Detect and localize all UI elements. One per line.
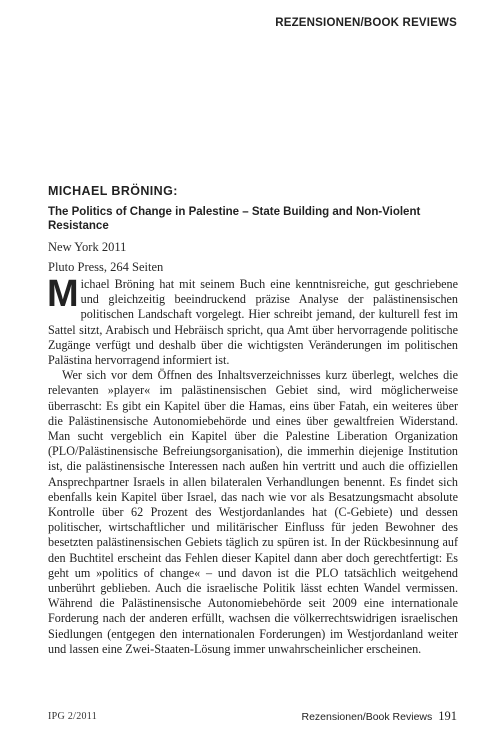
page-number: 191 <box>438 709 457 723</box>
drop-cap: M <box>47 273 79 315</box>
review-heading <box>48 183 458 277</box>
publisher-pages: Pluto Press, 264 Seiten <box>48 260 164 274</box>
paragraph-2: Wer sich vor dem Öffnen des Inhaltsverzeichnisses kurz überlegt, welches die relevanten »player« im palästinensischen Gebiet sind, wird möglicherweise überrascht: Es gibt ein Kapitel über die Hamas, eins über Fatah, ein weiteres über die Palästinensische Autonomiebehörde und eines über gewaltfreien Widerstand. Man sucht vergeblich ein Kapitel über die Palestine Liberation Organization (PLO/Palästinensische Befreiungsorganisation), die immerhin diejenige Institution ist, die palästinensische Interessen nach außen hin vertritt und auch die offiziellen Ansprechpartner Israels in allen bilateralen Verhandlungen benennt. Es findet sich ebenfalls kein Kapitel über Israel, das nach wie vor als Besatzungsmacht absolute Kontrolle über 62 Prozent des Westjordanlandes hat (C-Gebiete) und dessen politischer, wirtschaftlicher und militärischer Einfluss für jeden Bewohner des besetzten palästinensischen Gebiets täglich zu spüren ist. In der Rückbesinnung auf den Buchtitel erscheint das Fehlen dieser Kapitel dann aber doch gerechtfertigt: Es geht um »politics of change« – und davon ist die PLO tatsächlich weitgehend unberührt geblieben. Auch die israelische Politik lässt echten Wandel vermissen. Während die Palästinensische Autonomiebehörde seit 2009 eine internationale Forderung nach der anderen erfüllt, wachsen die völkerrechtswidrigen israelischen Siedlungen (entgegen den internationalen Forderungen) im Westjordanland weiter und lassen eine Zwei-Staaten-Lösung immer unwahrscheinlicher erscheinen. <box>48 368 458 656</box>
book-author: MICHAEL BRÖNING: <box>48 184 178 198</box>
paragraph-1-text: ichael Bröning hat mit seinem Buch eine kenntnisreiche, gut geschriebene und gleichzeitig beeindruckend präzise Analyse der palästinensischen politischen Landschaft vorgelegt. Hier schreibt jemand, der kulturell fest im Sattel sitzt, Arabisch und Hebräisch spricht, qua Amt über hervorragende politische Zugänge verfügt und deshalb über die wichtigsten Veränderungen im politischen Palästina hervorragend informiert ist. <box>48 277 458 368</box>
publication-place-year: New York 2011 <box>48 240 127 254</box>
footer-section: Rezensionen/Book Reviews <box>301 711 433 723</box>
footer-journal-issue: IPG 2/2011 <box>48 711 98 722</box>
book-title: The Politics of Change in Palestine – State Building and Non-Violent Resistance <box>48 206 421 232</box>
running-header: REZENSIONEN/BOOK REVIEWS <box>275 17 457 29</box>
footer-right <box>302 709 458 724</box>
review-body <box>47 273 458 657</box>
paragraph-1 <box>47 273 458 368</box>
